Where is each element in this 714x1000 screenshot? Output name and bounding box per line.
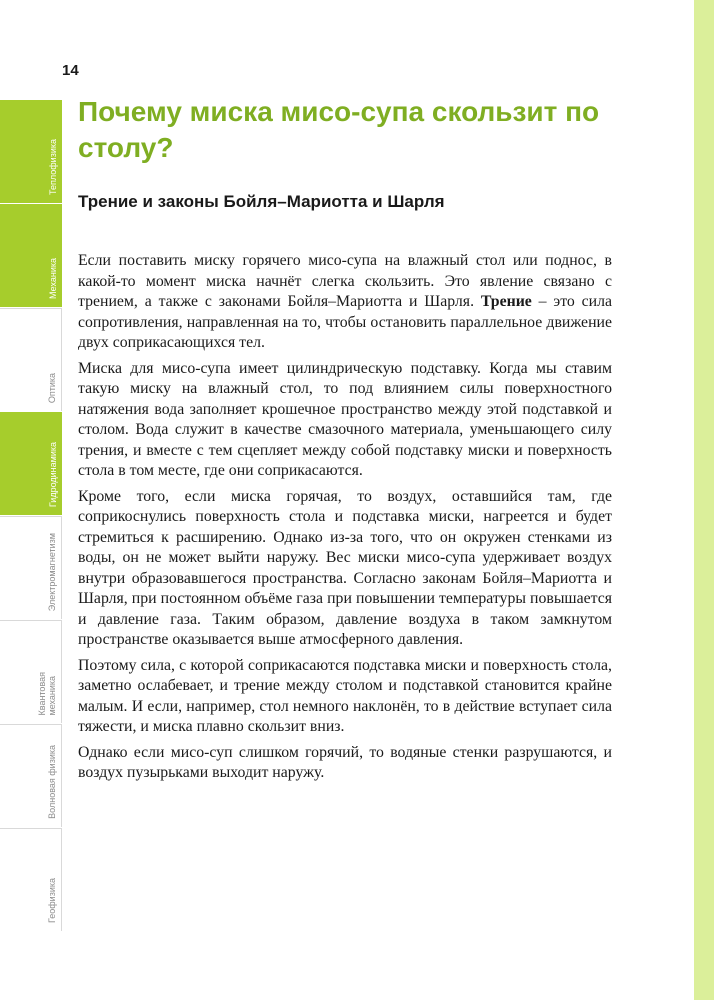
tab-optics[interactable] bbox=[0, 308, 62, 411]
term-friction: Трение bbox=[480, 293, 532, 310]
tab-label: Волновая физика bbox=[47, 745, 57, 819]
paragraph-1 bbox=[78, 251, 612, 354]
tab-label: Гидродинамика bbox=[48, 441, 58, 507]
tab-label: Электромагнетизм bbox=[47, 532, 57, 611]
tab-label: Оптика bbox=[47, 372, 57, 403]
tab-electromagnetism[interactable] bbox=[0, 516, 62, 619]
tab-thermophysics[interactable] bbox=[0, 100, 62, 203]
page-number: 14 bbox=[62, 62, 79, 79]
article-body bbox=[78, 251, 612, 789]
paragraph-1-definition: – это сила сопротивления, направленная на то, чтобы остановить параллельное движение двух соприкасающихся тел. bbox=[78, 293, 612, 351]
tab-wave-physics[interactable] bbox=[0, 724, 62, 827]
paragraph-5: Однако если мисо-суп слишком горячий, то водяные стенки разрушаются, и воздух пузырьками выходит наружу. bbox=[78, 743, 612, 781]
tab-quantum-mechanics[interactable] bbox=[0, 620, 62, 723]
tab-geophysics[interactable] bbox=[0, 828, 62, 931]
tab-label: Квантовая механика bbox=[37, 671, 57, 715]
tab-label: Механика bbox=[48, 258, 58, 299]
section-subtitle: Трение и законы Бойля–Мариотта и Шарля bbox=[78, 192, 445, 211]
paragraph-1-intro: Если поставить миску горячего мисо-супа на влажный стол или поднос, в какой-то момент миска начнёт слегка скользить. Это явление связано с трением, а также с законами Бойля–Мариотта и Шарля. bbox=[78, 252, 612, 310]
tab-label: Геофизика bbox=[47, 877, 57, 923]
paragraph-4: Поэтому сила, с которой соприкасаются подставка миски и поверхность стола, заметно ослабевает, и трение между столом и подставкой становится крайне малым. И если, например, стол немного наклонён, то в действие вступает сила тяжести, и миска плавно скользит вниз. bbox=[78, 656, 612, 735]
tab-mechanics[interactable] bbox=[0, 204, 62, 307]
page-title: Почему миска мисо-супа скользит по столу? bbox=[78, 96, 600, 163]
tab-label: Теплофизика bbox=[48, 139, 58, 195]
paragraph-2: Миска для мисо-супа имеет цилиндрическую подставку. Когда мы ставим такую миску на влажный стол, то под влиянием силы поверхностного натяжения вода заполняет крошечное пространство между этой подставкой и столом. Вода служит в качестве смазочного материала, уменьшающего силу трения, и вместе с тем сцепляет между собой подставку миски и поверхность стола в том месте, где они соприкасаются. bbox=[78, 359, 612, 479]
right-edge-strip bbox=[694, 0, 714, 1000]
tab-hydrodynamics[interactable] bbox=[0, 412, 62, 515]
paragraph-3: Кроме того, если миска горячая, то воздух, оставшийся там, где соприкоснулись поверхность стола и подставка миски, нагреется и будет стремиться к расширению. Однако из-за того, что он окружен стенками из воды, он не может выйти наружу. Вес миски мисо-супа удерживает воздух внутри образовавшегося пространства. Согласно законам Бойля–Мариотта и Шарля, при постоянном объёме газа при повышении температуры повышается и давление газа. Таким образом, давление воздуха в таком замкнутом пространстве оказывается выше атмосферного давления. bbox=[78, 487, 612, 648]
